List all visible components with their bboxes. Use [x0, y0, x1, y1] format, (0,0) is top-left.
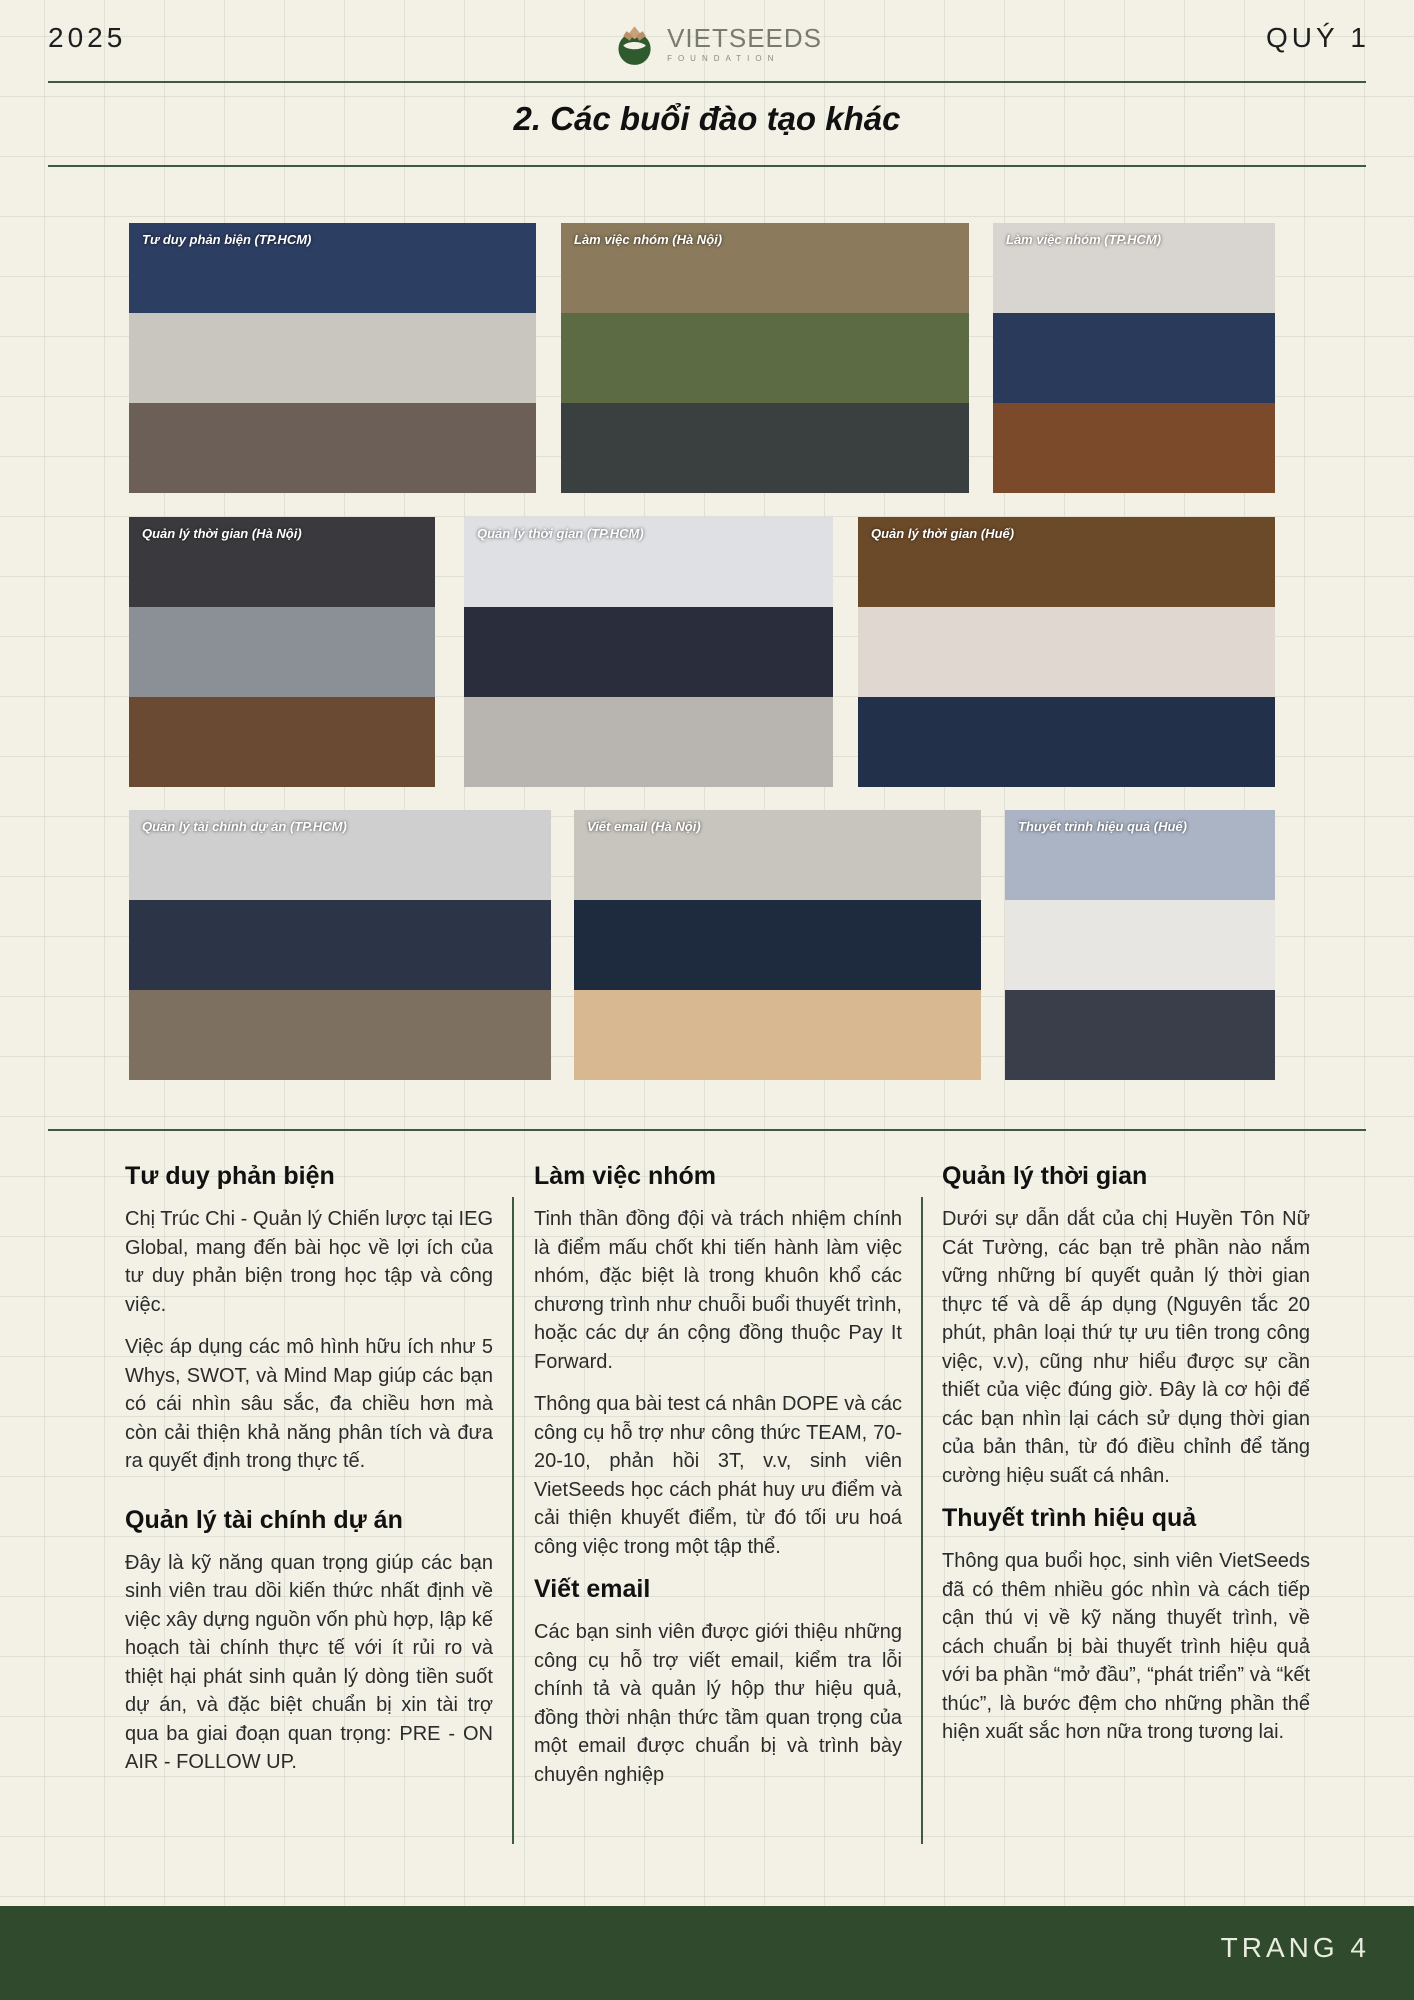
photo-image [574, 810, 981, 1080]
logo-subtitle: FOUNDATION [667, 54, 780, 63]
photo-teamwork-hcm [993, 223, 1275, 493]
photo-presentation-hue [1005, 810, 1275, 1080]
photo-caption: Quản lý thời gian (Hà Nội) [142, 526, 302, 541]
page-number: TRANG 4 [1220, 1932, 1370, 1963]
heading-email-writing: Viết email [534, 1575, 651, 1603]
heading-teamwork: Làm việc nhóm [534, 1162, 716, 1190]
paragraph: Việc áp dụng các mô hình hữu ích như 5 Whys, SWOT, và Mind Map giúp các bạn có cái nhìn sâu sắc, đa chiều hơn mà còn cải thiện khả năng phân tích và đưa ra quyết định trong thực tế. [125, 1336, 493, 1472]
column-3 [942, 1162, 1310, 1761]
photo-time-management-hanoi [129, 517, 435, 787]
content-rule [48, 1129, 1366, 1131]
quarter-label: QUÝ 1 [1265, 22, 1370, 53]
photo-caption: Quản lý thời gian (TP.HCM) [477, 526, 644, 541]
photo-email-writing-hanoi [574, 810, 981, 1080]
photo-image [464, 517, 833, 787]
paragraph: Thông qua bài test cá nhân DOPE và các công cụ hỗ trợ như công thức TEAM, 70-20-10, phản hồi 3T, v.v, sinh viên VietSeeds học cách phát huy ưu điểm và cải thiện khuyết điểm, từ đó tối ưu hoá công việc trong một tập thể. [534, 1393, 902, 1558]
paragraph: Đây là kỹ năng quan trọng giúp các bạn sinh viên trau dồi kiến thức nhất định về việc xây dựng nguồn vốn phù hợp, lập kế hoạch tài chính thực tế với ít rủi ro và thiệt hại phát sinh quản lý dòng tiền suốt dự án, và đặc biệt chuẩn bị xin tài trợ qua ba giai đoạn quan trọng: PRE - ON AIR - FOLLOW UP. [125, 1551, 493, 1773]
photo-teamwork-hanoi [561, 223, 969, 493]
vietseeds-logo [612, 16, 822, 72]
photo-caption: Quản lý tài chính dự án (TP.HCM) [142, 819, 347, 834]
heading-effective-presentation: Thuyết trình hiệu quả [942, 1504, 1197, 1532]
photo-caption: Quản lý thời gian (Huế) [871, 526, 1015, 541]
photo-caption: Làm việc nhóm (Hà Nội) [574, 232, 723, 247]
photo-image [129, 517, 435, 787]
photo-image [129, 810, 551, 1080]
column-2 [534, 1162, 902, 1803]
footer-bar [0, 1906, 1414, 2000]
column-1 [125, 1162, 493, 1791]
year-label: 2025 [48, 22, 127, 53]
paragraph: Chị Trúc Chi - Quản lý Chiến lược tại IEG Global, mang đến bài học về lợi ích của tư duy phản biện trong học tập và công việc. [125, 1208, 493, 1316]
seed-logo-icon [612, 16, 657, 72]
column-divider [512, 1197, 514, 1844]
column-divider [921, 1197, 923, 1844]
heading-critical-thinking: Tư duy phản biện [125, 1162, 335, 1190]
heading-time-management: Quản lý thời gian [942, 1162, 1148, 1190]
paragraph: Thông qua buổi học, sinh viên VietSeeds đã có thêm nhiều góc nhìn và cách tiếp cận thú vị về kỹ năng thuyết trình, về cách chuẩn bị bài thuyết trình hiệu quả với ba phần “mở đầu”, “phát triển” và “kết thúc”, là bước đệm cho những phần thể hiện xuất sắc hơn nữa trong tương lai. [942, 1550, 1310, 1743]
photo-project-finance-hcm [129, 810, 551, 1080]
photo-image [561, 223, 969, 493]
logo-name: VIETSEEDS [667, 23, 822, 53]
photo-caption: Thuyết trình hiệu quả (Huế) [1018, 819, 1187, 834]
photo-time-management-hcm [464, 517, 833, 787]
paragraph: Tinh thần đồng đội và trách nhiệm chính là điểm mấu chốt khi tiến hành làm việc nhóm, đặc biệt là trong khuôn khổ các chương trình như chuỗi buổi thuyết trình, hoặc các dự án cộng đồng thuộc Pay It Forward. [534, 1208, 902, 1373]
photo-critical-thinking-hcm [129, 223, 536, 493]
section-title: 2. Các buổi đào tạo khác [513, 100, 901, 137]
heading-project-finance: Quản lý tài chính dự án [125, 1505, 403, 1534]
photo-image [858, 517, 1275, 787]
photo-time-management-hue [858, 517, 1275, 787]
title-rule [48, 165, 1366, 167]
photo-caption: Tư duy phản biện (TP.HCM) [142, 232, 312, 247]
header-rule [48, 81, 1366, 83]
photo-image [1005, 810, 1275, 1080]
paragraph: Các bạn sinh viên được giới thiệu những công cụ hỗ trợ viết email, kiểm tra lỗi chính tả và quản lý hộp thư hiệu quả, đồng thời nhận thức tầm quan trọng của một email được chuẩn bị và trình bày chuyên nghiệp [534, 1621, 902, 1786]
photo-caption: Viết email (Hà Nội) [587, 819, 701, 834]
paragraph: Dưới sự dẫn dắt của chị Huyền Tôn Nữ Cát Tường, các bạn trẻ phần nào nắm vững những bí quyết quản lý thời gian thực tế và dễ áp dụng (Nguyên tắc 20 phút, phân loại thứ tự ưu tiên trong công việc, v.v), cũng như hiểu được sự cần thiết của việc đúng giờ. Đây là cơ hội để các bạn nhìn lại cách sử dụng thời gian của bản thân, từ đó điều chỉnh để tăng cường hiệu suất cá nhân. [942, 1208, 1310, 1487]
photo-image [129, 223, 536, 493]
photo-image [993, 223, 1275, 493]
photo-caption: Làm việc nhóm (TP.HCM) [1006, 232, 1162, 247]
